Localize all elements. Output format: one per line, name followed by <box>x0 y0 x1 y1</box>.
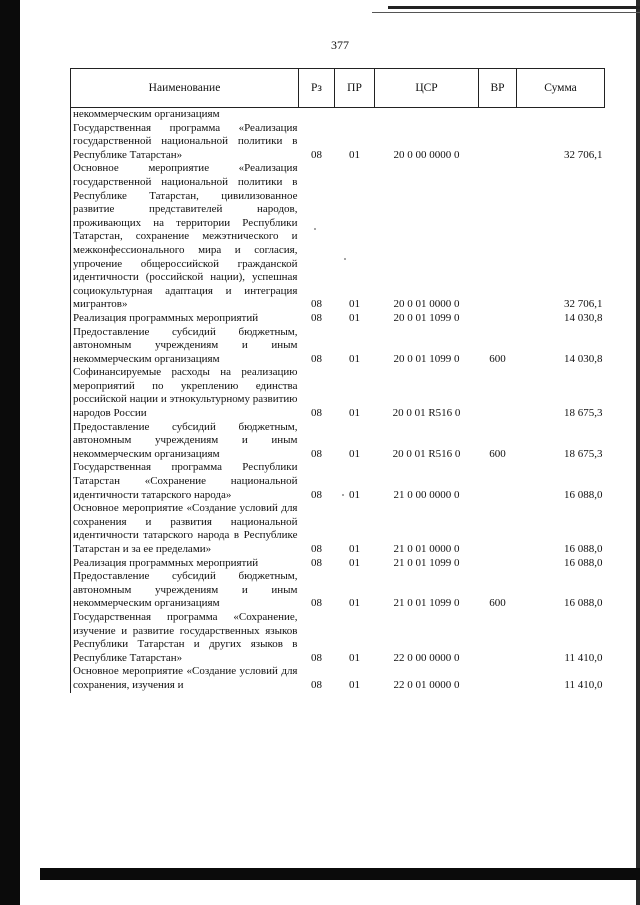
row-name: Основное мероприятие «Реализация государственной национальной политики в Республике Татарстан, цивилизованное развитие представителей народов, проживающих на территории Республики Татарстан, сохранение межэтнического и межконфессионального мира и согласия, упрочение общероссийской гражданской идентичности (российской нации), успешная социокультурная адаптация и интеграция мигрантов» <box>71 162 299 312</box>
scan-top-rule-thin <box>372 12 640 13</box>
row-csr: 21 0 00 0000 0 <box>393 488 460 501</box>
row-name: Государственная программа «Реализация государственной национальной политики в Республике Татарстан» <box>71 122 299 163</box>
row-rz: 08 <box>311 298 322 311</box>
row-sum: 14 030,8 <box>564 352 603 365</box>
row-pr: 01 <box>349 148 360 161</box>
header-name: Наименование <box>71 69 299 108</box>
scan-speck <box>344 258 346 260</box>
row-vr <box>479 502 517 556</box>
row-vr <box>479 611 517 665</box>
row-name: Софинансируемые расходы на реализацию мероприятий по укреплению единства российской нации и этнокультурному развитию народов России <box>71 366 299 420</box>
row-vr <box>479 108 517 122</box>
header-pr: ПР <box>335 69 375 108</box>
table-row <box>71 366 605 420</box>
row-name: Предоставление субсидий бюджетным, автономным учреждениям и иным некоммерческим организациям <box>71 570 299 611</box>
row-csr: 20 0 01 1099 0 <box>393 352 460 365</box>
row-pr: 01 <box>349 298 360 311</box>
row-sum: 11 410,0 <box>564 651 603 664</box>
table-row <box>71 326 605 367</box>
table-row <box>71 108 605 122</box>
row-sum: 11 410,0 <box>564 678 603 691</box>
row-pr: 01 <box>349 597 360 610</box>
row-csr: 22 0 01 0000 0 <box>393 678 460 691</box>
table-row <box>71 312 605 326</box>
row-sum: 14 030,8 <box>564 311 603 324</box>
row-vr <box>479 122 517 163</box>
table-row <box>71 502 605 556</box>
table-row <box>71 421 605 462</box>
row-rz: 08 <box>311 543 322 555</box>
header-csr: ЦСР <box>375 69 479 108</box>
row-sum: 16 088,0 <box>564 488 603 501</box>
row-rz: 08 <box>311 678 322 691</box>
row-name: Реализация программных мероприятий <box>71 557 299 571</box>
row-csr: 22 0 00 0000 0 <box>393 651 460 664</box>
row-rz: 08 <box>311 407 322 420</box>
row-name: некоммерческим организациям <box>71 108 299 122</box>
row-rz: 08 <box>311 488 322 501</box>
scan-top-rule <box>388 6 640 9</box>
row-csr: 20 0 01 R516 0 <box>392 447 461 460</box>
row-name: Реализация программных мероприятий <box>71 312 299 326</box>
table-row <box>71 665 605 692</box>
row-name: Государственная программа «Сохранение, изучение и развитие государственных языков Республики Татарстан и других языков в Республике Татарстан» <box>71 611 299 665</box>
row-pr: 01 <box>349 352 360 365</box>
table-row <box>71 122 605 163</box>
row-rz: 08 <box>311 447 322 460</box>
row-rz: 08 <box>311 597 322 610</box>
row-vr: 600 <box>489 597 506 610</box>
row-sum: 32 706,1 <box>564 298 603 311</box>
scan-speck <box>342 494 344 496</box>
row-pr: 01 <box>349 651 360 664</box>
row-pr: 01 <box>349 678 360 691</box>
table-row <box>71 570 605 611</box>
table-row <box>71 611 605 665</box>
row-pr <box>335 108 375 122</box>
row-rz: 08 <box>311 556 322 569</box>
row-vr: 600 <box>489 352 506 365</box>
row-sum: 18 675,3 <box>564 407 603 420</box>
row-csr: 20 0 00 0000 0 <box>393 148 460 161</box>
row-name: Основное мероприятие «Создание условий для сохранения и развития национальной идентичности татарского народа в Республике Татарстан и за ее пределами» <box>71 502 299 556</box>
row-vr: 600 <box>489 447 506 460</box>
scan-bottom-border <box>40 868 640 880</box>
row-vr <box>479 557 517 571</box>
row-pr: 01 <box>349 556 360 569</box>
row-csr: 20 0 01 0000 0 <box>393 298 460 311</box>
row-rz: 08 <box>311 352 322 365</box>
row-rz: 08 <box>311 311 322 324</box>
table-header-row <box>71 69 605 108</box>
row-csr <box>375 108 479 122</box>
row-sum: 16 088,0 <box>564 597 603 610</box>
scan-right-border <box>636 0 640 905</box>
row-pr: 01 <box>349 407 360 420</box>
row-pr: 01 <box>349 311 360 324</box>
row-csr: 20 0 01 1099 0 <box>393 311 460 324</box>
budget-table <box>70 68 605 693</box>
row-sum <box>517 108 605 122</box>
row-sum: 16 088,0 <box>564 543 603 555</box>
table-row <box>71 461 605 502</box>
row-csr: 20 0 01 R516 0 <box>392 407 461 420</box>
row-vr <box>479 461 517 502</box>
row-rz: 08 <box>311 651 322 664</box>
row-vr <box>479 665 517 692</box>
row-pr: 01 <box>349 447 360 460</box>
header-vr: ВР <box>479 69 517 108</box>
row-csr: 21 0 01 0000 0 <box>393 543 460 555</box>
row-pr: 01 <box>349 543 360 555</box>
row-pr: 01 <box>349 488 360 501</box>
page-number: 377 <box>331 38 349 52</box>
row-rz: 08 <box>311 148 322 161</box>
row-csr: 21 0 01 1099 0 <box>393 597 460 610</box>
scan-left-border <box>0 0 20 905</box>
row-vr <box>479 312 517 326</box>
scan-speck <box>314 228 316 230</box>
row-vr <box>479 162 517 312</box>
row-vr <box>479 366 517 420</box>
row-name: Основное мероприятие «Создание условий для сохранения, изучения и <box>71 665 299 692</box>
row-name: Предоставление субсидий бюджетным, автономным учреждениям и иным некоммерческим организациям <box>71 326 299 367</box>
row-rz <box>299 108 335 122</box>
row-csr: 21 0 01 1099 0 <box>393 556 460 569</box>
row-sum: 32 706,1 <box>564 148 603 161</box>
row-name: Предоставление субсидий бюджетным, автономным учреждениям и иным некоммерческим организациям <box>71 421 299 462</box>
table-row <box>71 557 605 571</box>
row-sum: 18 675,3 <box>564 447 603 460</box>
header-sum: Сумма <box>517 69 605 108</box>
table-row <box>71 162 605 312</box>
row-sum: 16 088,0 <box>564 556 603 569</box>
row-name: Государственная программа Республики Татарстан «Сохранение национальной идентичности татарского народа» <box>71 461 299 502</box>
header-rz: Рз <box>299 69 335 108</box>
